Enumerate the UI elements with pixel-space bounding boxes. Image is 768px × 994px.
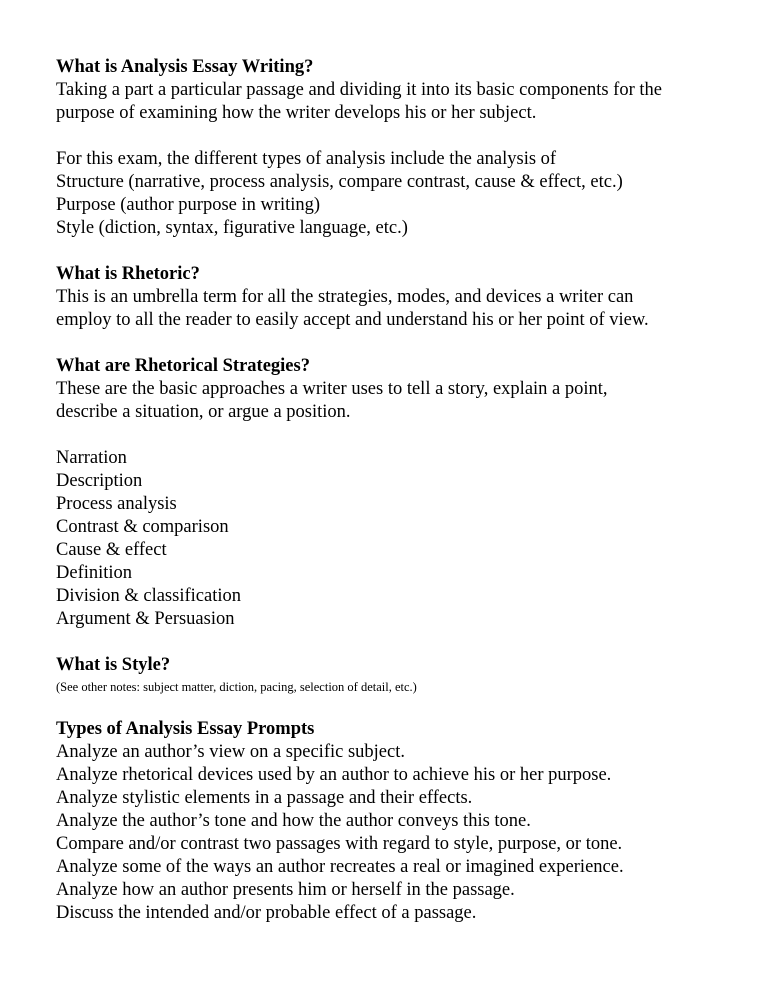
prompt-item: Analyze some of the ways an author recreates a real or imagined experience.	[56, 857, 624, 877]
heading-style: What is Style?	[56, 655, 171, 675]
prompt-item: Analyze an author’s view on a specific subject.	[56, 742, 405, 762]
section-types-intro	[56, 148, 736, 240]
types-intro-line: Style (diction, syntax, figurative language, etc.)	[56, 218, 408, 238]
paragraph-gap	[56, 424, 736, 447]
strategy-item: Definition	[56, 563, 133, 583]
analysis-line: Taking a part a particular passage and dividing it into its basic components for the	[56, 80, 662, 100]
prompt-item: Analyze the author’s tone and how the author conveys this tone.	[56, 811, 531, 831]
section-style	[56, 654, 736, 696]
types-intro-line: For this exam, the different types of analysis include the analysis of	[56, 149, 557, 169]
document-page	[56, 56, 736, 925]
paragraph-gap	[56, 240, 736, 263]
types-intro-line: Purpose (author purpose in writing)	[56, 195, 321, 215]
strategies-line: These are the basic approaches a writer uses to tell a story, explain a point,	[56, 379, 608, 399]
strategy-item: Division & classification	[56, 586, 241, 606]
heading-strategies: What are Rhetorical Strategies?	[56, 356, 310, 376]
strategy-item: Process analysis	[56, 494, 177, 514]
rhetoric-line: This is an umbrella term for all the strategies, modes, and devices a writer can	[56, 287, 634, 307]
rhetoric-line: employ to all the reader to easily accept and understand his or her point of view.	[56, 310, 649, 330]
section-rhetoric	[56, 263, 736, 332]
types-intro-line: Structure (narrative, process analysis, compare contrast, cause & effect, etc.)	[56, 172, 623, 192]
strategy-item: Cause & effect	[56, 540, 167, 560]
section-prompts	[56, 718, 736, 925]
heading-analysis: What is Analysis Essay Writing?	[56, 57, 314, 77]
prompt-item: Analyze how an author presents him or herself in the passage.	[56, 880, 515, 900]
paragraph-gap	[56, 125, 736, 148]
analysis-line: purpose of examining how the writer develops his or her subject.	[56, 103, 537, 123]
style-note: (See other notes: subject matter, diction, pacing, selection of detail, etc.)	[56, 680, 417, 694]
prompt-item: Analyze rhetorical devices used by an author to achieve his or her purpose.	[56, 765, 612, 785]
paragraph-gap	[56, 332, 736, 355]
paragraph-gap	[56, 631, 736, 654]
heading-rhetoric: What is Rhetoric?	[56, 264, 200, 284]
section-strategies	[56, 355, 736, 424]
prompt-item: Compare and/or contrast two passages with regard to style, purpose, or tone.	[56, 834, 623, 854]
strategy-item: Contrast & comparison	[56, 517, 229, 537]
prompt-item: Analyze stylistic elements in a passage and their effects.	[56, 788, 473, 808]
strategy-item: Argument & Persuasion	[56, 609, 235, 629]
paragraph-gap	[56, 696, 736, 718]
strategies-line: describe a situation, or argue a position.	[56, 402, 351, 422]
strategies-list	[56, 447, 736, 631]
section-analysis	[56, 56, 736, 125]
strategy-item: Description	[56, 471, 143, 491]
strategy-item: Narration	[56, 448, 127, 468]
prompt-item: Discuss the intended and/or probable effect of a passage.	[56, 903, 477, 923]
heading-prompts: Types of Analysis Essay Prompts	[56, 719, 315, 739]
